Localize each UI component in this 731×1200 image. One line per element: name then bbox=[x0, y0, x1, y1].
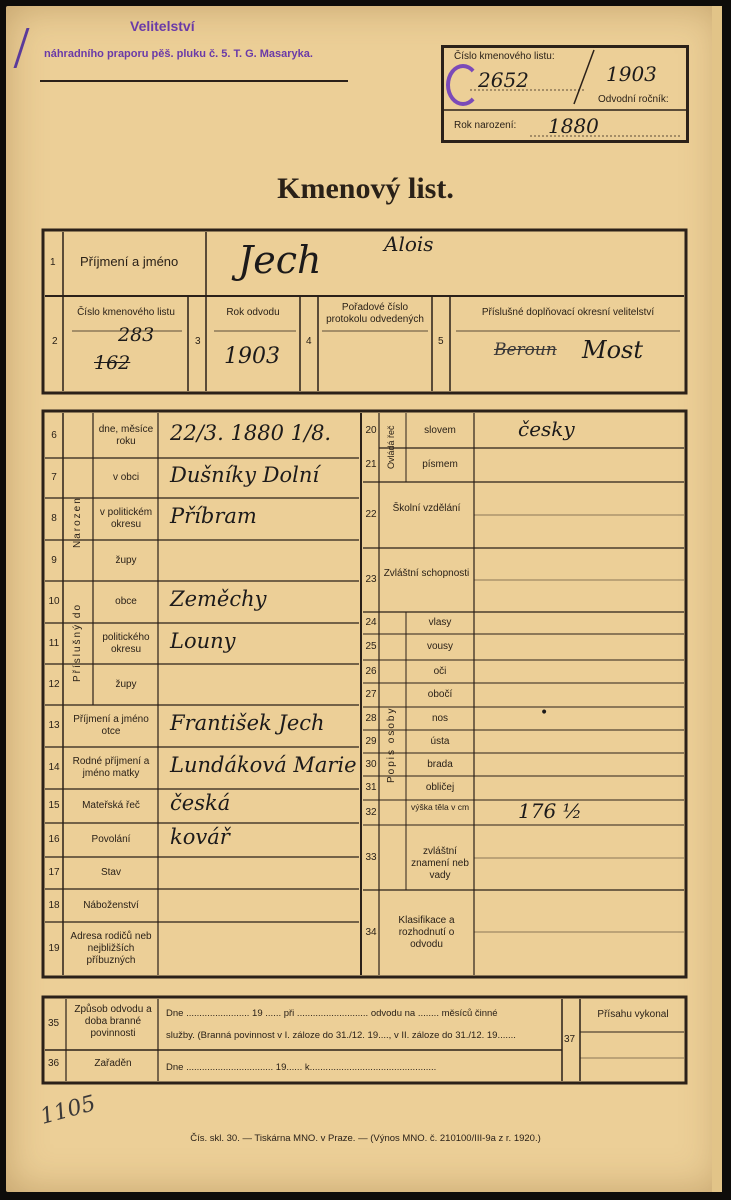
row-number-35: 35 bbox=[48, 1018, 60, 1029]
row-label-10: obce bbox=[115, 596, 137, 607]
row-number-23: 23 bbox=[365, 574, 377, 585]
protocol-number-label: Pořadové číslo protokolu odvedených bbox=[326, 302, 424, 325]
row-label-13: Příjmení a jméno otce bbox=[73, 714, 149, 737]
row-number-14: 14 bbox=[48, 762, 60, 773]
row-number-33: 33 bbox=[365, 851, 377, 863]
district-command-value: Most bbox=[582, 336, 643, 364]
row-value-15: česká bbox=[170, 791, 231, 815]
row-value-32: 176 ½ bbox=[518, 798, 582, 823]
row-label-15: Mateřská řeč bbox=[82, 800, 140, 811]
district-command-label: Příslušné doplňovací okresní velitelství bbox=[481, 307, 655, 318]
row-label-9: župy bbox=[115, 554, 137, 566]
row-label-26: oči bbox=[433, 665, 447, 677]
row-label-28: nos bbox=[431, 712, 449, 724]
row-number-7: 7 bbox=[51, 472, 57, 483]
row-value-16: kovář bbox=[170, 825, 230, 849]
draft-method-line-1: Dne ........................ 19 ...... při ........................... odvodu na ........ měsíců činné bbox=[166, 1008, 498, 1019]
row-number-4: 4 bbox=[306, 336, 312, 347]
row-value-8: Příbram bbox=[170, 504, 257, 528]
row-label-32: výška těla v cm bbox=[410, 801, 470, 812]
row-label-21: písmem bbox=[422, 459, 458, 470]
row-label-33: zvláštní znamení neb vady bbox=[411, 845, 469, 881]
row-number-26: 26 bbox=[365, 665, 377, 677]
row-label-29: ústa bbox=[430, 735, 450, 747]
row-label-7: v obci bbox=[112, 472, 140, 483]
row-number-5: 5 bbox=[438, 336, 444, 347]
row-value-20: česky bbox=[518, 416, 575, 441]
row-number-17: 17 bbox=[48, 867, 60, 878]
list-number-old: 162 bbox=[94, 352, 131, 374]
district-command-struck: Beroun bbox=[494, 340, 557, 360]
stamp-line-1: Velitelství bbox=[130, 18, 195, 34]
group-label-prislusi: Příslušný do bbox=[72, 602, 83, 682]
row-label-23: Zvláštní schopnosti bbox=[383, 568, 470, 579]
row-label-27: obočí bbox=[427, 689, 453, 700]
row-number-18: 18 bbox=[48, 899, 60, 911]
footer-imprint: Čís. skl. 30. — Tiskárna MNO. v Praze. — (Výnos MNO. č. 210100/III-9a z r. 1920.) bbox=[190, 1133, 541, 1144]
row-number-28: 28 bbox=[365, 712, 377, 724]
row-number-20: 20 bbox=[365, 424, 377, 436]
birth-year-value: 1880 bbox=[548, 114, 599, 138]
draft-method-line-2: služby. (Branná povinnost v I. záloze do 31./12. 19...., v II. záloze do 31./12. 19....... bbox=[166, 1030, 516, 1041]
row-number-34: 34 bbox=[365, 926, 377, 938]
row-value-11: Louny bbox=[170, 628, 236, 653]
draft-year-col-label: Rok odvodu bbox=[226, 307, 280, 318]
row-number-27: 27 bbox=[365, 689, 377, 700]
birth-year-label: Rok narození: bbox=[454, 120, 517, 131]
list-number-label: Číslo kmenového listu: bbox=[454, 51, 555, 62]
row-number-1: 1 bbox=[50, 257, 56, 268]
row-label-22: Školní vzdělání bbox=[392, 503, 461, 514]
row-number-24: 24 bbox=[365, 617, 377, 628]
row-label-34: Klasifikace a rozhodnutí o odvodu bbox=[398, 914, 455, 950]
row-number-19: 19 bbox=[48, 942, 60, 954]
row-number-2: 2 bbox=[52, 336, 58, 347]
row-number-6: 6 bbox=[51, 429, 57, 441]
row-number-12: 12 bbox=[48, 678, 60, 690]
margin-note: 1105 bbox=[37, 1091, 99, 1130]
row-label-31: obličej bbox=[425, 782, 455, 793]
row-number-31: 31 bbox=[365, 782, 377, 793]
row-label-19: Adresa rodičů neb nejbližších příbuzných bbox=[70, 930, 152, 966]
row-number-16: 16 bbox=[48, 834, 60, 845]
row-number-21: 21 bbox=[365, 459, 377, 470]
page-title: Kmenový list. bbox=[277, 172, 454, 205]
row-number-10: 10 bbox=[48, 596, 60, 607]
row-value-13: František Jech bbox=[170, 711, 325, 735]
row-number-22: 22 bbox=[365, 509, 377, 520]
row-number-11: 11 bbox=[48, 637, 60, 649]
draft-year-col-value: 1903 bbox=[224, 344, 280, 369]
row-label-24: vlasy bbox=[428, 617, 452, 628]
group-label-narozen: Narozen bbox=[72, 496, 83, 548]
row-label-6: dne, měsíce roku bbox=[98, 423, 154, 447]
list-number-col-label: Číslo kmenového listu bbox=[77, 307, 175, 318]
draft-year-label: Odvodní ročník: bbox=[598, 94, 669, 105]
row-number-32: 32 bbox=[365, 806, 377, 818]
row-value-28: • bbox=[540, 704, 549, 721]
row-value-14: Lundáková Marie bbox=[170, 753, 357, 777]
row-label-25: vousy bbox=[426, 641, 454, 652]
row-label-18: Náboženství bbox=[83, 899, 139, 911]
name-label: Příjmení a jméno bbox=[80, 254, 179, 269]
row-number-36: 36 bbox=[48, 1058, 60, 1069]
row-label-12: župy bbox=[115, 678, 137, 690]
row-label-17: Stav bbox=[100, 867, 121, 878]
group-label-popis: Popis osoby bbox=[386, 706, 397, 784]
row-number-29: 29 bbox=[365, 735, 377, 747]
assigned-label: Zařaděn bbox=[94, 1058, 132, 1069]
draft-year-value: 1903 bbox=[606, 62, 657, 86]
row-number-30: 30 bbox=[365, 758, 377, 770]
row-value-10: Zeměchy bbox=[170, 587, 267, 611]
row-number-25: 25 bbox=[365, 641, 377, 652]
row-number-15: 15 bbox=[48, 800, 60, 811]
draft-method-label: Způsob odvodu a doba branné povinnosti bbox=[74, 1004, 152, 1039]
row-value-7: Dušníky Dolní bbox=[170, 463, 320, 487]
row-label-30: brada bbox=[427, 758, 453, 770]
row-number-13: 13 bbox=[48, 720, 60, 731]
assigned-line: Dne ................................. 19...... k................................................ bbox=[166, 1062, 437, 1073]
row-label-16: Povolání bbox=[91, 834, 131, 845]
row-label-11: politického okresu bbox=[102, 631, 150, 655]
stamp-line-2: náhradního praporu pěš. pluku č. 5. T. G. Masaryka. bbox=[44, 48, 313, 60]
row-number-37: 37 bbox=[564, 1034, 576, 1045]
row-label-8: v politickém okresu bbox=[99, 507, 153, 530]
row-number-8: 8 bbox=[51, 513, 57, 524]
oath-label: Přísahu vykonal bbox=[597, 1009, 669, 1020]
surname-value: Jech bbox=[238, 238, 322, 282]
row-label-14: Rodné příjmení a jméno matky bbox=[72, 756, 150, 779]
row-value-6: 22/3. 1880 1/8. bbox=[170, 420, 332, 445]
row-number-9: 9 bbox=[51, 554, 57, 566]
row-number-3: 3 bbox=[195, 336, 201, 347]
row-label-20: slovem bbox=[424, 424, 456, 436]
group-label-ovlada: Ovládá řeč bbox=[386, 425, 396, 469]
firstname-value: Alois bbox=[384, 232, 434, 256]
list-number-new: 283 bbox=[118, 324, 155, 346]
list-number-value: 2652 bbox=[478, 68, 529, 92]
